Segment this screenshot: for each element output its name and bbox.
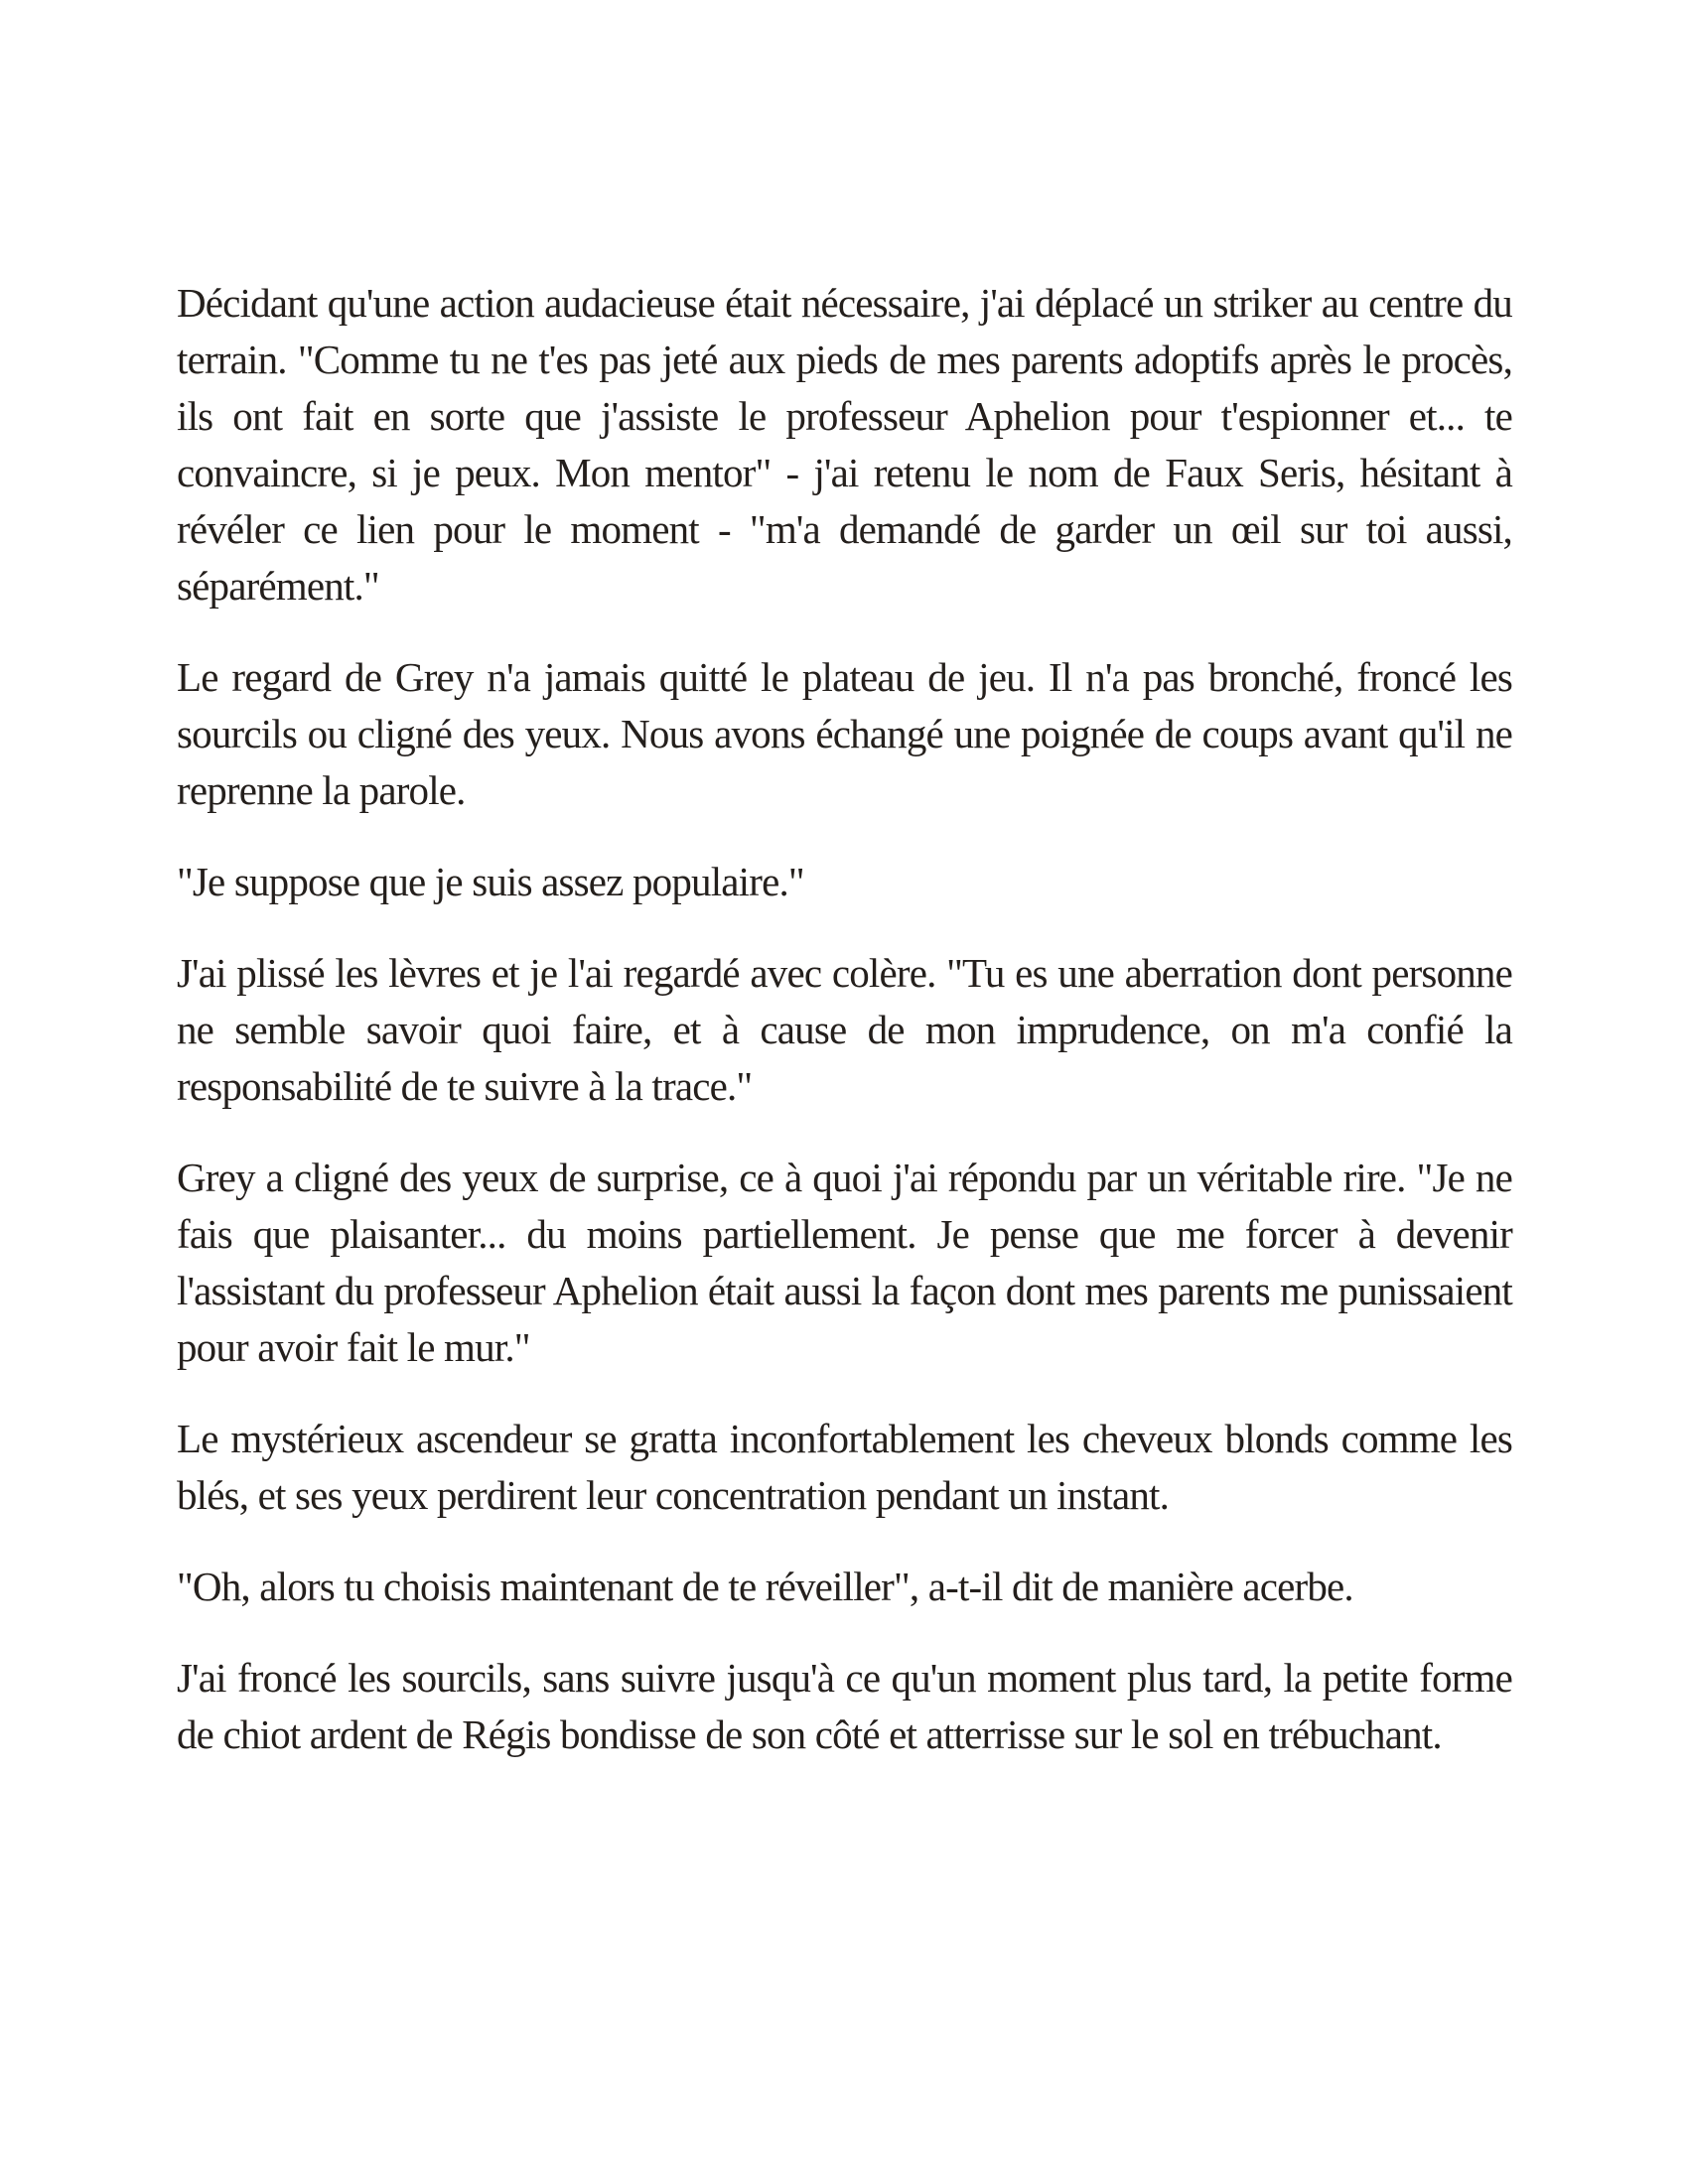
paragraph: Grey a cligné des yeux de surprise, ce à quoi j'ai répondu par un véritable rire. "Je ne fais que plaisanter... du moins partiellement. Je pense que me forcer à devenir l'assistant du professeur Aphelion était aussi la façon dont mes parents me punissaient pour avoir fait le mur." bbox=[177, 1155, 1512, 1370]
paragraph: "Oh, alors tu choisis maintenant de te réveiller", a-t-il dit de manière acerbe. bbox=[177, 1564, 1353, 1609]
paragraph: Décidant qu'une action audacieuse était nécessaire, j'ai déplacé un striker au centre du terrain. "Comme tu ne t'es pas jeté aux pieds de mes parents adoptifs après le procès, ils ont fait en sorte que j'assiste le professeur Aphelion pour t'espionner et... te convaincre, si je peux. Mon mentor" - j'ai retenu le nom de Faux Seris, hésitant à révéler ce lien pour le moment - "m'a demandé de garder un œil sur toi aussi, séparément." bbox=[177, 280, 1512, 609]
paragraph: "Je suppose que je suis assez populaire." bbox=[177, 859, 804, 904]
paragraph: Le mystérieux ascendeur se gratta inconfortablement les cheveux blonds comme les blés, et ses yeux perdirent leur concentration pendant un instant. bbox=[177, 1416, 1512, 1518]
paragraph: J'ai froncé les sourcils, sans suivre jusqu'à ce qu'un moment plus tard, la petite forme de chiot ardent de Régis bondisse de son côté et atterrisse sur le sol en trébuchant. bbox=[177, 1655, 1512, 1757]
paragraph: Le regard de Grey n'a jamais quitté le plateau de jeu. Il n'a pas bronché, froncé les sourcils ou cligné des yeux. Nous avons échangé une poignée de coups avant qu'il ne reprenne la parole. bbox=[177, 654, 1512, 813]
paragraph: J'ai plissé les lèvres et je l'ai regardé avec colère. "Tu es une aberration dont personne ne semble savoir quoi faire, et à cause de mon imprudence, on m'a confié la responsabilité de te suivre à la trace." bbox=[177, 950, 1512, 1109]
